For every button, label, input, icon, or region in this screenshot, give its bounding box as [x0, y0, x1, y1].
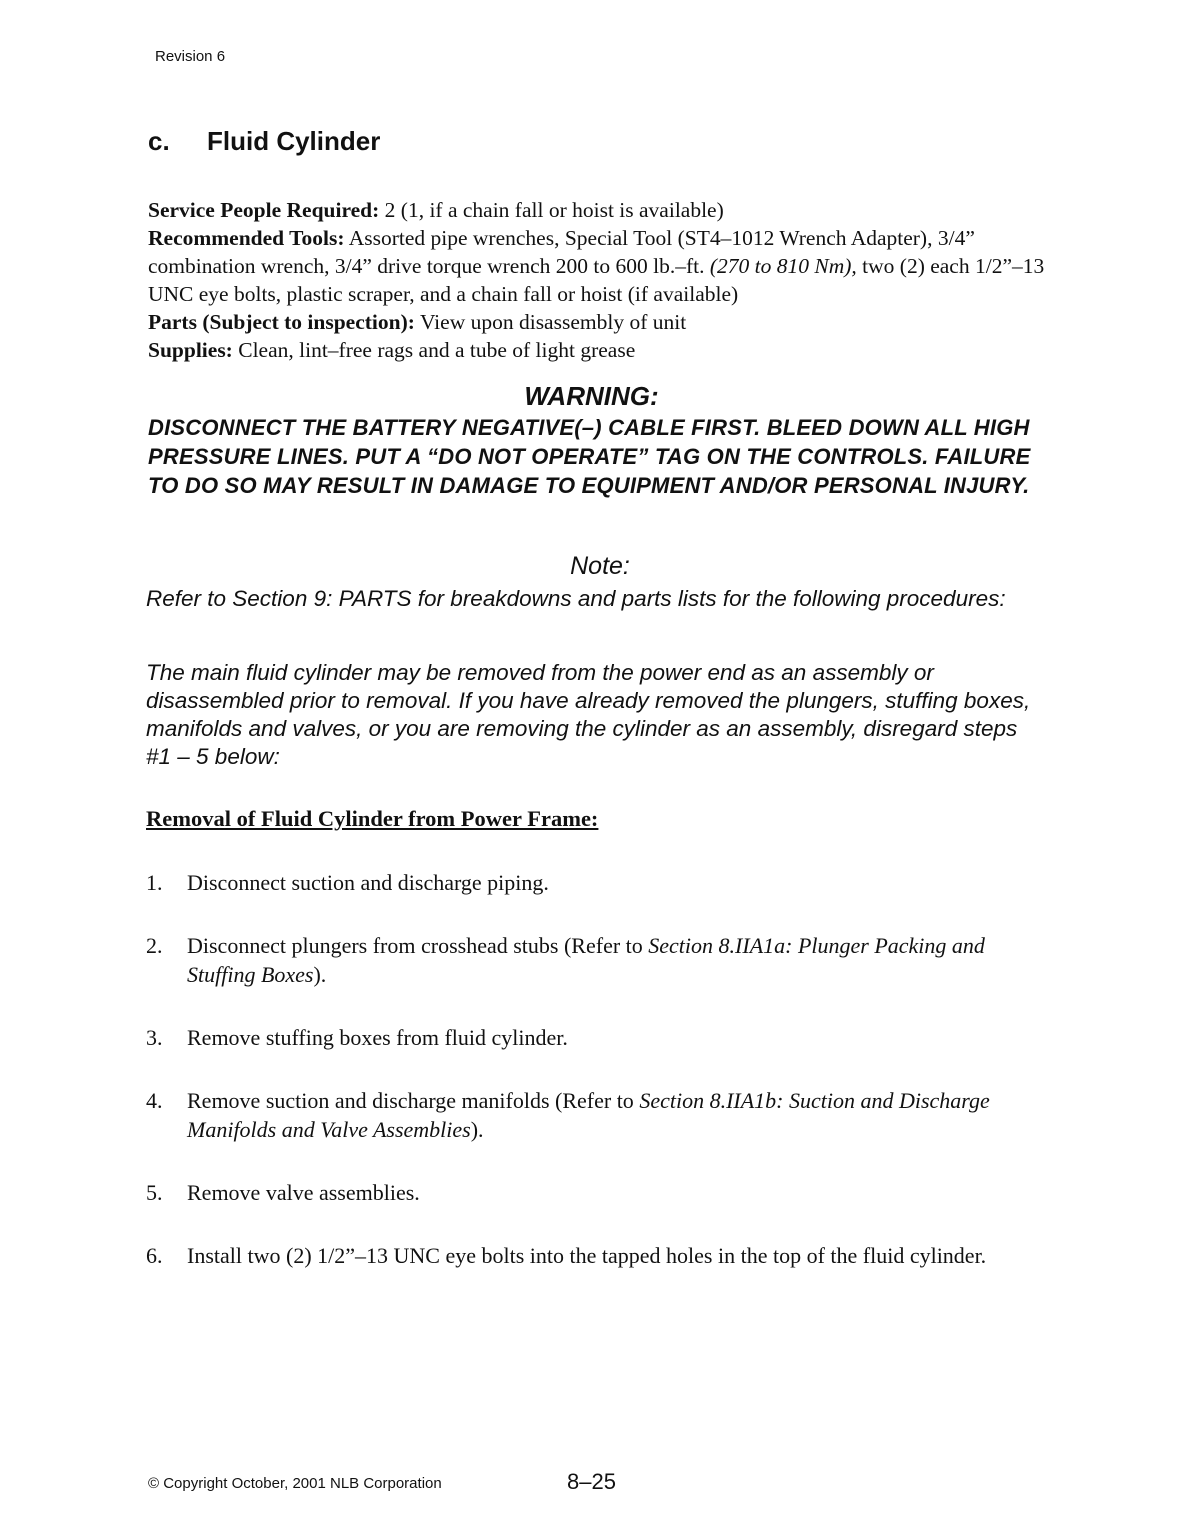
section-reference: Section 8.IIA1a: Plunger Packing and Stuffing Boxes: [187, 933, 985, 987]
service-people-label: Service People Required:: [148, 198, 380, 222]
tools-metric-value: (270 to 810 Nm),: [709, 254, 857, 278]
supplies-value: Clean, lint–free rags and a tube of light grease: [238, 338, 636, 362]
procedure-steps: [146, 868, 1046, 1304]
tools-line: [148, 224, 1053, 308]
section-letter: c.: [148, 126, 170, 156]
service-people-value: 2 (1, if a chain fall or hoist is available): [384, 198, 724, 222]
procedure-heading: Removal of Fluid Cylinder from Power Frame:: [146, 806, 599, 831]
supplies-label: Supplies:: [148, 338, 233, 362]
step-text-tail: ).: [313, 962, 327, 987]
warning-title: WARNING:: [524, 381, 659, 411]
warning-body: DISCONNECT THE BATTERY NEGATIVE(–) CABLE FIRST. BLEED DOWN ALL HIGH PRESSURE LINES. PUT A “DO NOT OPERATE” TAG ON THE CONTROLS. FAILURE TO DO SO MAY RESULT IN DAMAGE TO EQUIPMENT AND/OR PERSONAL INJURY.: [148, 415, 1031, 498]
list-item: [146, 1023, 1046, 1052]
parts-line: [148, 308, 1053, 336]
list-item: [146, 1086, 1046, 1144]
step-text: Remove suction and discharge manifolds (Refer to: [187, 1088, 640, 1113]
step-text: Remove valve assemblies.: [187, 1180, 420, 1205]
step-text: Install two (2) 1/2”–13 UNC eye bolts into the tapped holes in the top of the fluid cylinder.: [187, 1243, 987, 1268]
section-title: Fluid Cylinder: [207, 126, 381, 156]
requirements-block: [148, 196, 1053, 364]
list-item: [146, 1241, 1046, 1270]
step-text: Disconnect plungers from crosshead stubs (Refer to: [187, 933, 649, 958]
parts-value: View upon disassembly of unit: [419, 310, 687, 334]
section-reference: Section 8.IIA1b: Suction and Discharge Manifolds and Valve Assemblies: [187, 1088, 990, 1142]
supplies-line: [148, 336, 1053, 364]
note-title: Note:: [570, 552, 630, 580]
note-paragraph: Refer to Section 9: PARTS for breakdowns and parts lists for the following procedures:: [146, 586, 1006, 611]
section-heading: [148, 126, 380, 157]
step-number: 1.: [146, 870, 163, 895]
list-item: [146, 868, 1046, 897]
step-number: 3.: [146, 1025, 163, 1050]
list-item: [146, 1178, 1046, 1207]
step-text: Remove stuffing boxes from fluid cylinder.: [187, 1025, 568, 1050]
step-text-tail: ).: [470, 1117, 484, 1142]
step-number: 2.: [146, 933, 163, 958]
step-number: 6.: [146, 1243, 163, 1268]
step-number: 4.: [146, 1088, 163, 1113]
service-people-line: [148, 196, 1053, 224]
step-number: 5.: [146, 1180, 163, 1205]
copyright-notice: © Copyright October, 2001 NLB Corporation: [148, 1475, 442, 1492]
parts-label: Parts (Subject to inspection):: [148, 310, 415, 334]
page-number: 8–25: [567, 1469, 616, 1494]
step-text: Disconnect suction and discharge piping.: [187, 870, 549, 895]
list-item: [146, 931, 1046, 989]
note-paragraph: The main fluid cylinder may be removed from the power end as an assembly or disassembled prior to removal. If you have already removed the plungers, stuffing boxes, manifolds and valves, or you are removing the cylinder as an assembly, disregard steps #1 – 5 below:: [146, 660, 1031, 769]
revision-label: Revision 6: [155, 48, 226, 65]
tools-label: Recommended Tools:: [148, 226, 345, 250]
tools-value-continued: two (2) each 1/2”–13 UNC eye bolts, plastic scraper, and a chain fall or hoist (if available): [148, 254, 1045, 306]
tools-value: Assorted pipe wrenches, Special Tool (ST4–1012 Wrench Adapter), 3/4” combination wrench, 3/4” drive torque wrench 200 to 600 lb.–ft.: [148, 226, 975, 278]
